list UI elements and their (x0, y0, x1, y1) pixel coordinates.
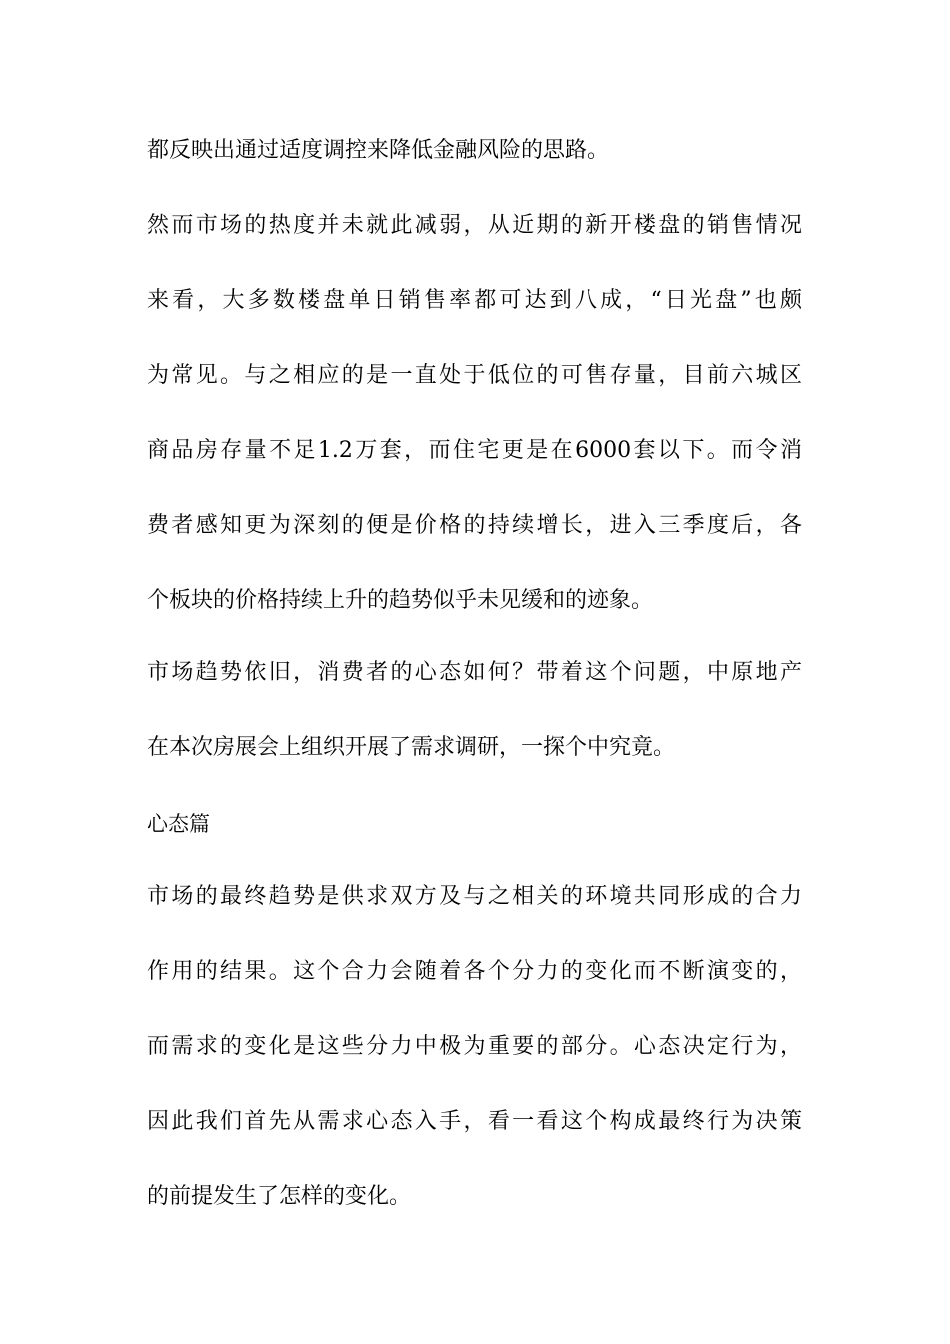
paragraph-line-10: 市场的最终趋势是供求双方及与之相关的环境共同形成的合力 (147, 884, 802, 909)
paragraph-line-14: 的前提发生了怎样的变化。 (147, 1184, 412, 1209)
paragraph-line-12: 而需求的变化是这些分力中极为重要的部分。心态决定行为， (147, 1034, 802, 1059)
paragraph-line-13: 因此我们首先从需求心态入手，看一看这个构成最终行为决策 (147, 1109, 802, 1134)
paragraph-line-9: 在本次房展会上组织开展了需求调研，一探个中究竟。 (147, 735, 676, 760)
paragraph-line-3: 来看，大多数楼盘单日销售率都可达到八成，“日光盘”也颇 (147, 288, 802, 313)
paragraph-line-8: 市场趋势依旧，消费者的心态如何？带着这个问题，中原地产 (147, 660, 802, 685)
paragraph-line-11: 作用的结果。这个合力会随着各个分力的变化而不断演变的， (147, 959, 802, 984)
section-heading: 心态篇 (147, 812, 210, 836)
paragraph-line-4: 为常见。与之相应的是一直处于低位的可售存量，目前六城区 (147, 363, 802, 388)
paragraph-line-7: 个板块的价格持续上升的趋势似乎未见缓和的迹象。 (147, 588, 654, 613)
paragraph-line-5: 商品房存量不足1.2万套，而住宅更是在6000套以下。而令消 (147, 438, 802, 463)
paragraph-line-1: 都反映出通过适度调控来降低金融风险的思路。 (147, 138, 610, 163)
paragraph-line-6: 费者感知更为深刻的便是价格的持续增长，进入三季度后，各 (147, 513, 802, 538)
paragraph-line-2: 然而市场的热度并未就此减弱，从近期的新开楼盘的销售情况 (147, 213, 802, 238)
